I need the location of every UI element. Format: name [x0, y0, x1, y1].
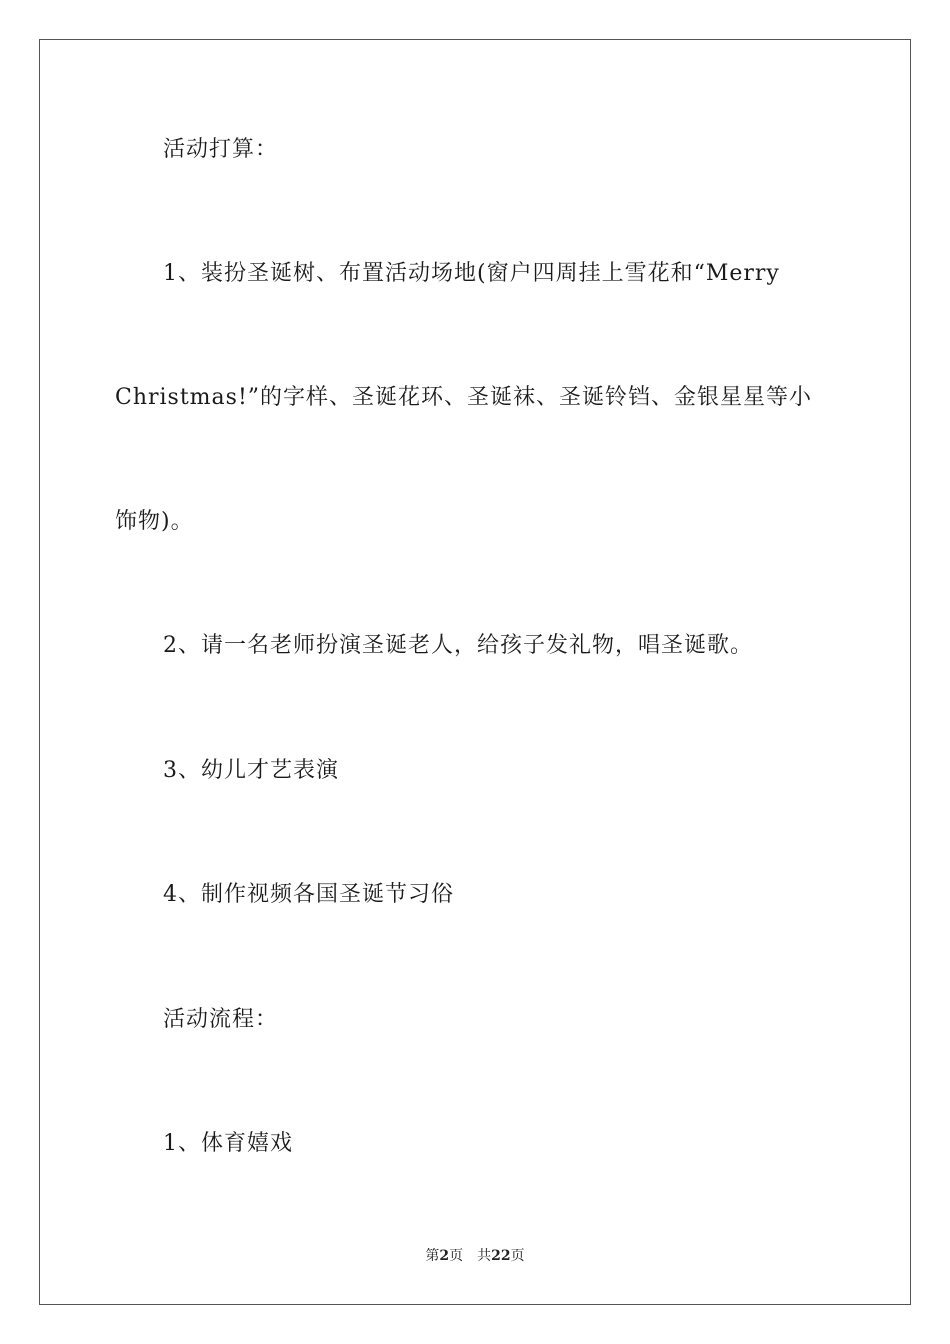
paragraph-item-1-line-3: 饰物)。 — [115, 509, 194, 534]
footer-total-pages: 22 — [491, 1248, 511, 1264]
paragraph-item-1-line-1: 1、装扮圣诞树、布置活动场地(窗户四周挂上雪花和“Merry — [163, 261, 780, 286]
paragraph-item-1-line-2: Christmas!”的字样、圣诞花环、圣诞袜、圣诞铃铛、金银星星等小 — [115, 385, 813, 410]
footer-page-number: 2 — [439, 1248, 450, 1264]
heading-activity-plan: 活动打算： — [163, 137, 279, 162]
paragraph-item-2: 2、请一名老师扮演圣诞老人，给孩子发礼物，唱圣诞歌。 — [163, 633, 753, 658]
paragraph-item-4: 4、制作视频各国圣诞节习俗 — [163, 882, 454, 907]
footer-page-suffix: 页 — [449, 1248, 464, 1264]
page-footer — [0, 1246, 950, 1266]
paragraph-item-3: 3、幼儿才艺表演 — [163, 758, 339, 783]
footer-page-prefix: 第 — [425, 1248, 440, 1264]
page-border — [39, 39, 911, 1305]
heading-activity-flow: 活动流程： — [163, 1007, 279, 1032]
footer-total-suffix: 页 — [510, 1248, 525, 1264]
footer-total-prefix: 共 — [477, 1248, 492, 1264]
paragraph-flow-item-1: 1、体育嬉戏 — [163, 1131, 293, 1156]
